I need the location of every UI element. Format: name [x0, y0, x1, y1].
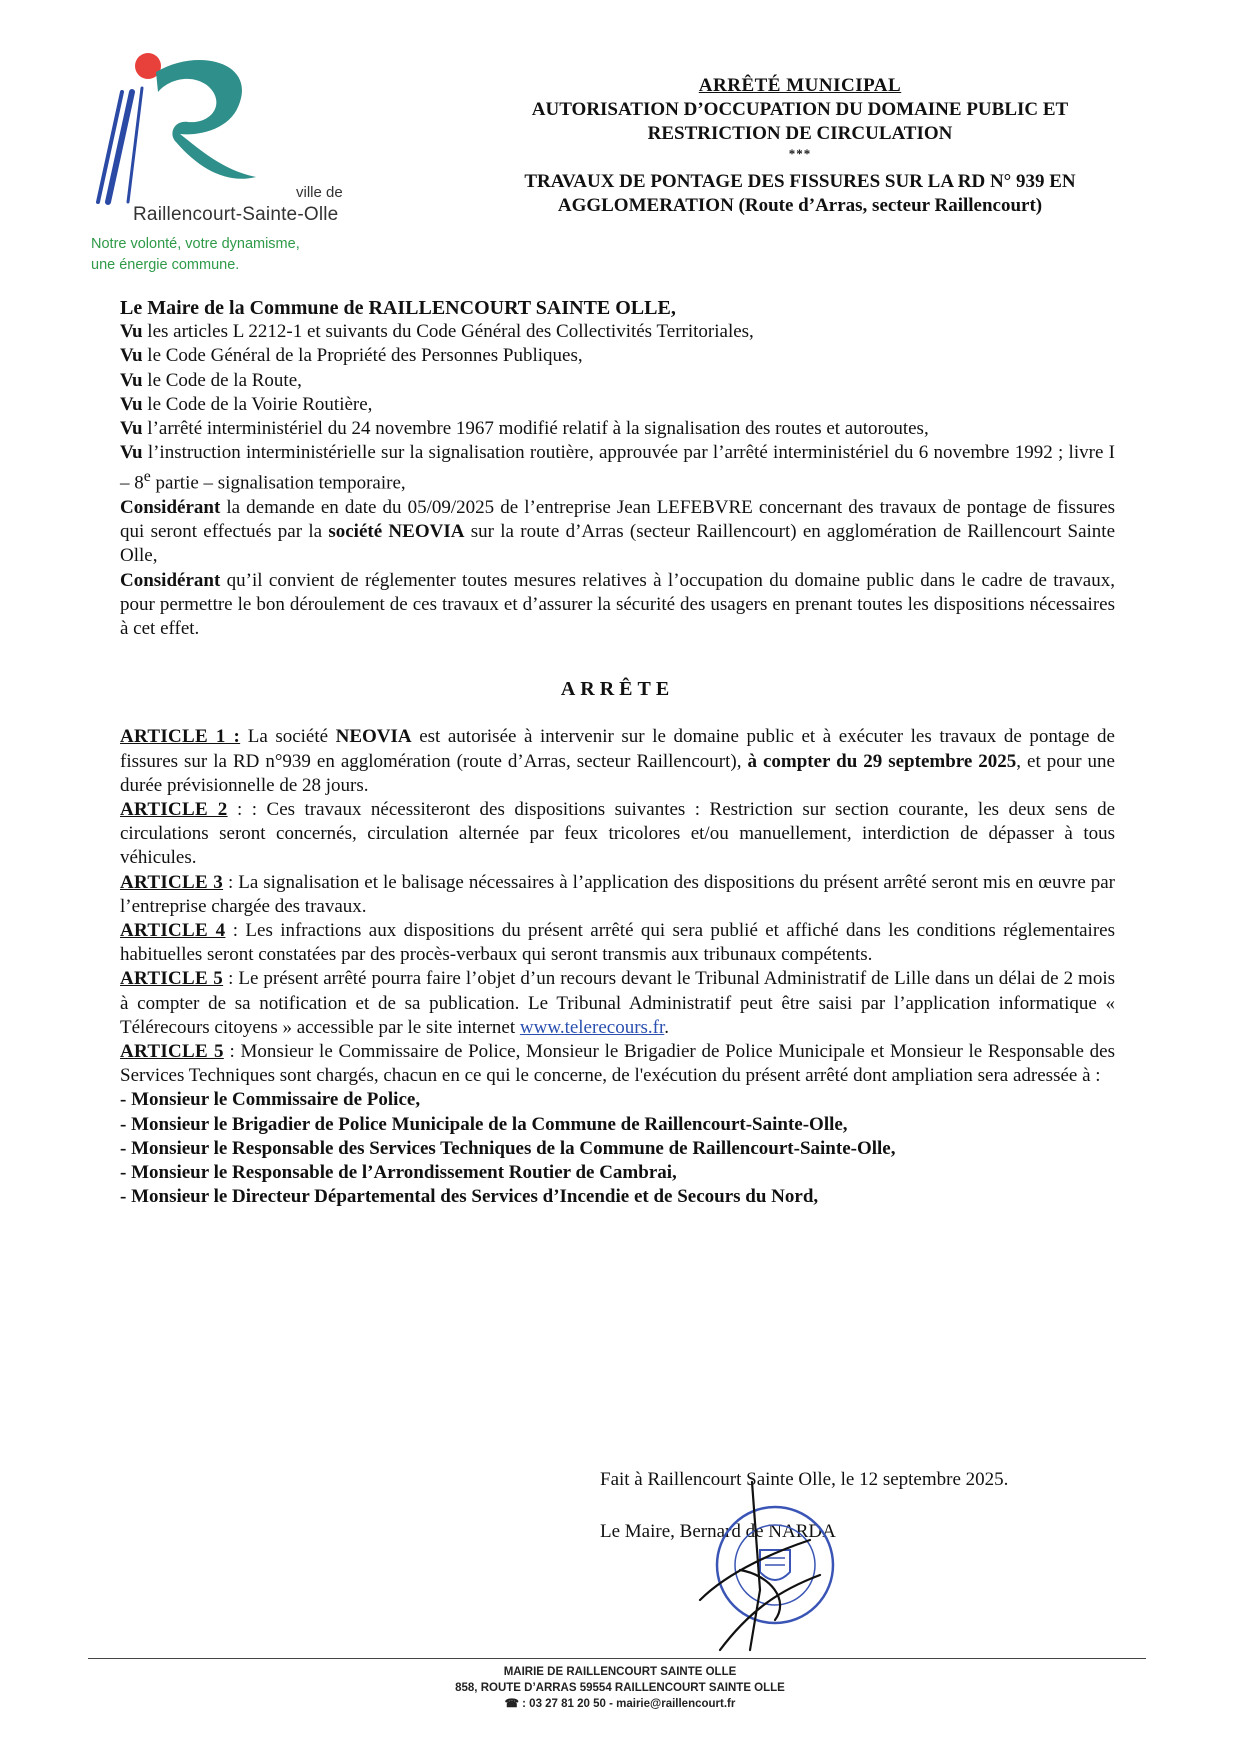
- article-text: : La signalisation et le balisage nécessaires à l’application des dispositions du présent arrêté seront mis en œuvre par l’entreprise chargée des travaux.: [120, 871, 1116, 917]
- vu-text: l’instruction interministérielle sur la signalisation routière, approuvée par l’arrêté interministériel du 6 novembre 1992 ; livre I – 8: [120, 442, 1115, 494]
- footer-mairie: MAIRIE DE RAILLENCOURT SAINTE OLLE: [503, 1666, 737, 1678]
- article-text: est autorisée à intervenir sur le domaine public et à exécuter les travaux de pontage de fissures sur la RD n°939 en agglomération (route d’Arras, secteur Raillencourt),: [120, 726, 1115, 772]
- article-1: [120, 725, 1115, 798]
- article-6: [120, 1040, 1115, 1088]
- header-line-1: AUTORISATION D’OCCUPATION DU DOMAINE PUBLIC ET: [531, 99, 1069, 120]
- considerant-label: Considérant: [120, 569, 221, 591]
- ampliation-list: [120, 1088, 1115, 1209]
- considerant-label: Considérant: [120, 496, 221, 518]
- document-header: [480, 74, 1120, 218]
- article-3: [120, 871, 1115, 919]
- considerant-text-end: sur la route d’Arras (secteur Raillencourt) en agglomération de Raillencourt Sainte Olle,: [120, 521, 1116, 567]
- footer-contact: [300, 1696, 940, 1712]
- footer: [300, 1664, 940, 1712]
- vu-text: le Code de la Route,: [142, 369, 302, 391]
- done-at: Fait à Raillencourt Sainte Olle, le 12 septembre 2025.: [600, 1469, 1009, 1490]
- header-line-3: TRAVAUX DE PONTAGE DES FISSURES SUR LA RD N° 939 EN: [524, 171, 1076, 192]
- article-text: La société: [240, 726, 336, 748]
- vu-label: Vu: [120, 442, 143, 464]
- article-3-label: ARTICLE 3: [120, 871, 224, 893]
- mayor-name: Le Maire, Bernard de NARDA: [600, 1521, 836, 1542]
- article-text-end: .: [664, 1016, 670, 1038]
- article-text: : Les infractions aux dispositions du présent arrêté qui sera publié et affiché dans les conditions réglementaires habituelles seront constatées par des procès-verbaux qui seront transmis aux tribunaux compétents.: [120, 920, 1115, 966]
- handwritten-signature: [680, 1480, 840, 1670]
- town-logo: [88, 52, 368, 272]
- list-item: - Monsieur le Commissaire de Police,: [120, 1089, 421, 1111]
- footer-address: 858, ROUTE D’ARRAS 59554 RAILLENCOURT SAINTE OLLE: [455, 1682, 785, 1694]
- considerant-text: qu’il convient de réglementer toutes mesures relatives à l’occupation du domaine public dans le cadre de travaux, pour permettre le bon déroulement de ces travaux et d’assurer la sécurité des usagers en prenant toutes les dispositions nécessaires à cet effet.: [120, 569, 1115, 639]
- vu-superscript: e: [143, 468, 151, 486]
- slogan-line-1: Notre volonté, votre dynamisme,: [91, 236, 300, 252]
- vu-text: le Code de la Voirie Routière,: [142, 393, 373, 415]
- footer-divider: [88, 1658, 1146, 1659]
- logo-town-name: Raillencourt-Sainte-Olle: [133, 204, 339, 225]
- vu-line-1: [120, 320, 1115, 344]
- telerecours-link[interactable]: www.telerecours.fr: [519, 1016, 665, 1038]
- vu-line-5: [120, 417, 1115, 441]
- considerant-1: [120, 496, 1115, 569]
- vu-line-4: [120, 393, 1115, 417]
- vu-text: l’arrêté interministériel du 24 novembre 1967 modifié relatif à la signalisation des routes et autoroutes,: [142, 418, 929, 440]
- phone-icon: ☎: [504, 1698, 519, 1710]
- vu-line-3: [120, 369, 1115, 393]
- considerant-2: [120, 569, 1115, 642]
- article-text: , et pour une durée prévisionnelle de 28 jours.: [120, 750, 1115, 796]
- header-line-4: AGGLOMERATION (Route d’Arras, secteur Raillencourt): [557, 195, 1043, 216]
- article-4: [120, 919, 1115, 967]
- logo-graphic: [88, 52, 288, 212]
- logo-slogan: [91, 234, 300, 276]
- header-title: ARRÊTÉ MUNICIPAL: [698, 75, 902, 96]
- company-name: société NEOVIA: [328, 521, 465, 543]
- start-date: à compter du 29 septembre 2025: [747, 750, 1017, 772]
- footer-contact-text: : 03 27 81 20 50 - mairie@raillencourt.fr: [518, 1698, 736, 1710]
- article-4-label: ARTICLE 4: [120, 920, 226, 941]
- vu-line-6: [120, 441, 1115, 496]
- vu-label: Vu: [120, 393, 143, 415]
- vu-text: les articles L 2212-1 et suivants du Code Général des Collectivités Territoriales,: [142, 321, 754, 343]
- article-5: [120, 967, 1115, 1040]
- list-item: - Monsieur le Responsable des Services Techniques de la Commune de Raillencourt-Sainte-Olle,: [120, 1137, 896, 1159]
- logo-ville-de: ville de: [296, 184, 343, 201]
- article-text: : : Ces travaux nécessiteront des dispositions suivantes : Restriction sur section courante, les deux sens de circulations seront concernés, circulation alternée par feux tricolores et/ou manuellement, interdiction de dépasser à tous véhicules.: [120, 798, 1116, 869]
- vu-label: Vu: [120, 418, 143, 440]
- vu-label: Vu: [120, 345, 143, 367]
- company-name: NEOVIA: [335, 726, 412, 748]
- document-body: [120, 296, 1115, 1209]
- slogan-line-2: une énergie commune.: [91, 257, 240, 273]
- header-line-2: RESTRICTION DE CIRCULATION: [647, 123, 953, 144]
- maire-heading: Le Maire de la Commune de RAILLENCOURT SAINTE OLLE,: [120, 297, 676, 319]
- article-2-label: ARTICLE 2: [120, 798, 228, 820]
- article-2: [120, 798, 1115, 871]
- article-6-label: ARTICLE 5: [120, 1041, 224, 1063]
- vu-line-2: [120, 344, 1115, 368]
- vu-text: le Code Général de la Propriété des Personnes Publiques,: [142, 345, 583, 367]
- header-stars: ***: [788, 146, 812, 161]
- arrete-title: ARRÊTE: [560, 678, 675, 701]
- article-text: : Monsieur le Commissaire de Police, Monsieur le Brigadier de Police Municipale et Monsieur le Responsable des Services Techniques sont chargés, chacun en ce qui le concerne, de l'exécution du présent arrêté dont ampliation sera adressée à :: [120, 1041, 1116, 1087]
- article-1-label: ARTICLE 1 :: [120, 726, 241, 748]
- considerant-text: la demande en date du 05/09/2025 de l’entreprise Jean LEFEBVRE concernant des travaux de pontage de fissures qui seront effectués par la: [120, 496, 1115, 543]
- list-item: - Monsieur le Responsable de l’Arrondissement Routier de Cambrai,: [120, 1162, 677, 1184]
- list-item: - Monsieur le Brigadier de Police Municipale de la Commune de Raillencourt-Sainte-Olle,: [120, 1113, 848, 1135]
- article-text: : Le présent arrêté pourra faire l’objet d’un recours devant le Tribunal Administratif de Lille dans un délai de 2 mois à compter de sa notification et de sa publication. Le Tribunal Administratif peut être saisi par l’application informatique « Télérecours citoyens » accessible par le site internet: [120, 968, 1116, 1038]
- vu-label: Vu: [120, 321, 143, 343]
- vu-text-end: partie – signalisation temporaire,: [150, 472, 406, 494]
- article-5-label: ARTICLE 5: [120, 968, 224, 990]
- list-item: - Monsieur le Directeur Départemental des Services d’Incendie et de Secours du Nord,: [120, 1186, 819, 1208]
- vu-label: Vu: [120, 369, 143, 391]
